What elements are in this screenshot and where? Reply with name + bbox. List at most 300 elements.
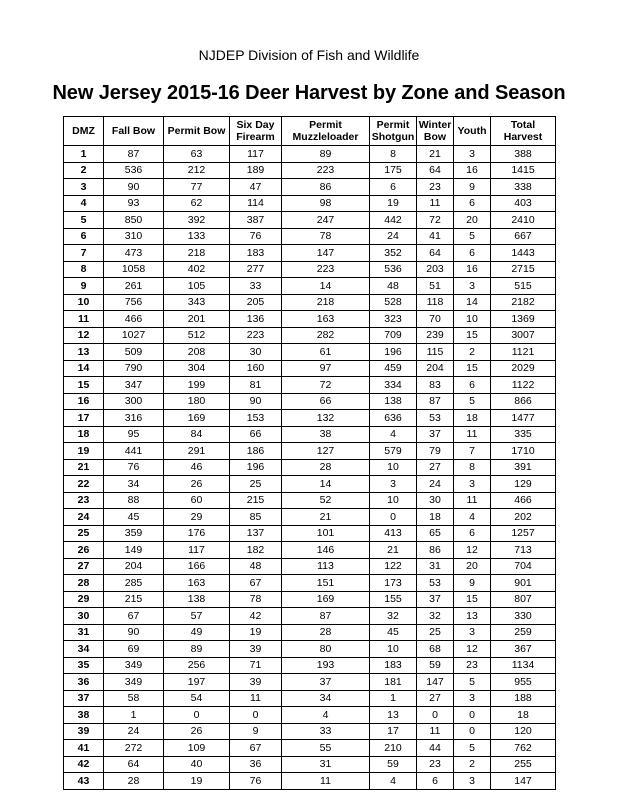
table-cell: 59 — [417, 657, 454, 674]
table-cell: 24 — [104, 723, 164, 740]
dmz-cell: 43 — [64, 773, 104, 790]
table-cell: 5 — [454, 740, 491, 757]
table-cell: 147 — [282, 245, 370, 262]
table-cell: 304 — [164, 360, 230, 377]
table-cell: 72 — [282, 377, 370, 394]
table-cell: 79 — [417, 443, 454, 460]
table-cell: 53 — [417, 575, 454, 592]
table-cell: 323 — [370, 311, 417, 328]
table-row — [64, 624, 556, 641]
table-cell: 17 — [370, 723, 417, 740]
table-cell: 83 — [417, 377, 454, 394]
table-cell: 166 — [164, 558, 230, 575]
table-cell: 1 — [370, 690, 417, 707]
table-cell: 23 — [417, 179, 454, 196]
table-cell: 10 — [370, 641, 417, 658]
table-cell: 70 — [417, 311, 454, 328]
dmz-cell: 14 — [64, 360, 104, 377]
table-cell: 117 — [230, 146, 282, 163]
deer-harvest-table — [63, 116, 556, 790]
table-cell: 41 — [417, 228, 454, 245]
table-cell: 536 — [370, 261, 417, 278]
table-cell: 97 — [282, 360, 370, 377]
table-cell: 10 — [370, 459, 417, 476]
table-cell: 80 — [282, 641, 370, 658]
dmz-cell: 3 — [64, 179, 104, 196]
table-cell: 122 — [370, 558, 417, 575]
table-cell: 77 — [164, 179, 230, 196]
col-header-total-harvest: Total Harvest — [491, 117, 556, 146]
table-cell: 4 — [370, 773, 417, 790]
table-cell: 442 — [370, 212, 417, 229]
table-cell: 81 — [230, 377, 282, 394]
table-cell: 95 — [104, 426, 164, 443]
table-row — [64, 558, 556, 575]
dmz-cell: 9 — [64, 278, 104, 295]
table-cell: 78 — [230, 591, 282, 608]
table-cell: 223 — [230, 327, 282, 344]
table-cell: 6 — [417, 773, 454, 790]
dmz-cell: 38 — [64, 707, 104, 724]
table-cell: 14 — [454, 294, 491, 311]
table-cell: 466 — [104, 311, 164, 328]
table-cell: 223 — [282, 261, 370, 278]
table-cell: 147 — [417, 674, 454, 691]
table-cell: 3 — [454, 278, 491, 295]
table-cell: 84 — [164, 426, 230, 443]
table-cell: 197 — [164, 674, 230, 691]
table-cell: 352 — [370, 245, 417, 262]
table-cell: 19 — [370, 195, 417, 212]
table-cell: 208 — [164, 344, 230, 361]
col-header-dmz: DMZ — [64, 117, 104, 146]
table-cell: 24 — [370, 228, 417, 245]
table-cell: 133 — [164, 228, 230, 245]
table-cell: 40 — [164, 756, 230, 773]
table-cell: 509 — [104, 344, 164, 361]
table-cell: 57 — [164, 608, 230, 625]
table-cell: 76 — [104, 459, 164, 476]
table-cell: 36 — [230, 756, 282, 773]
table-cell: 26 — [164, 723, 230, 740]
table-cell: 367 — [491, 641, 556, 658]
table-row — [64, 195, 556, 212]
table-cell: 101 — [282, 525, 370, 542]
table-cell: 3 — [454, 690, 491, 707]
table-cell: 65 — [417, 525, 454, 542]
dmz-cell: 23 — [64, 492, 104, 509]
table-row — [64, 377, 556, 394]
table-cell: 0 — [454, 707, 491, 724]
table-cell: 49 — [164, 624, 230, 641]
table-cell: 4 — [454, 509, 491, 526]
table-cell: 18 — [454, 410, 491, 427]
table-cell: 9 — [454, 179, 491, 196]
table-cell: 117 — [164, 542, 230, 559]
table-cell: 247 — [282, 212, 370, 229]
dmz-cell: 31 — [64, 624, 104, 641]
table-cell: 39 — [230, 674, 282, 691]
dmz-cell: 30 — [64, 608, 104, 625]
table-cell: 343 — [164, 294, 230, 311]
table-cell: 10 — [454, 311, 491, 328]
table-cell: 901 — [491, 575, 556, 592]
table-cell: 8 — [454, 459, 491, 476]
table-cell: 66 — [230, 426, 282, 443]
table-cell: 359 — [104, 525, 164, 542]
table-cell: 210 — [370, 740, 417, 757]
table-cell: 33 — [282, 723, 370, 740]
table-row — [64, 278, 556, 295]
table-row — [64, 162, 556, 179]
table-cell: 9 — [454, 575, 491, 592]
table-cell: 215 — [230, 492, 282, 509]
dmz-cell: 37 — [64, 690, 104, 707]
table-cell: 182 — [230, 542, 282, 559]
table-cell: 1058 — [104, 261, 164, 278]
table-cell: 1122 — [491, 377, 556, 394]
table-cell: 127 — [282, 443, 370, 460]
table-cell: 21 — [282, 509, 370, 526]
table-row — [64, 393, 556, 410]
table-cell: 15 — [454, 591, 491, 608]
table-cell: 31 — [282, 756, 370, 773]
table-row — [64, 657, 556, 674]
table-cell: 88 — [104, 492, 164, 509]
table-cell: 272 — [104, 740, 164, 757]
table-cell: 114 — [230, 195, 282, 212]
dmz-cell: 39 — [64, 723, 104, 740]
table-cell: 0 — [454, 723, 491, 740]
page-title: New Jersey 2015-16 Deer Harvest by Zone and Season — [52, 82, 566, 104]
table-cell: 20 — [454, 558, 491, 575]
table-row — [64, 294, 556, 311]
table-cell: 239 — [417, 327, 454, 344]
table-cell: 636 — [370, 410, 417, 427]
col-header-six-day-firearm: Six Day Firearm — [230, 117, 282, 146]
table-cell: 63 — [164, 146, 230, 163]
col-header-winter-bow: Winter Bow — [417, 117, 454, 146]
table-cell: 713 — [491, 542, 556, 559]
table-row — [64, 311, 556, 328]
table-cell: 11 — [417, 195, 454, 212]
table-cell: 413 — [370, 525, 417, 542]
table-cell: 1027 — [104, 327, 164, 344]
table-cell: 173 — [370, 575, 417, 592]
table-cell: 23 — [417, 756, 454, 773]
table-cell: 215 — [104, 591, 164, 608]
table-cell: 11 — [454, 492, 491, 509]
table-cell: 37 — [417, 591, 454, 608]
table-cell: 86 — [417, 542, 454, 559]
dmz-cell: 11 — [64, 311, 104, 328]
table-cell: 11 — [417, 723, 454, 740]
table-row — [64, 146, 556, 163]
table-row — [64, 575, 556, 592]
table-cell: 1415 — [491, 162, 556, 179]
table-cell: 16 — [454, 261, 491, 278]
table-cell: 10 — [370, 492, 417, 509]
table-cell: 1443 — [491, 245, 556, 262]
table-cell: 62 — [164, 195, 230, 212]
table-cell: 28 — [104, 773, 164, 790]
table-cell: 0 — [370, 509, 417, 526]
table-cell: 4 — [282, 707, 370, 724]
table-cell: 2 — [454, 756, 491, 773]
table-cell: 67 — [104, 608, 164, 625]
dmz-cell: 42 — [64, 756, 104, 773]
table-cell: 13 — [454, 608, 491, 625]
table-cell: 32 — [417, 608, 454, 625]
table-row — [64, 509, 556, 526]
dmz-cell: 21 — [64, 459, 104, 476]
table-cell: 261 — [104, 278, 164, 295]
table-cell: 3007 — [491, 327, 556, 344]
table-cell: 6 — [454, 525, 491, 542]
dmz-cell: 34 — [64, 641, 104, 658]
table-cell: 44 — [417, 740, 454, 757]
table-row — [64, 245, 556, 262]
col-header-permit-shotgun: Permit Shotgun — [370, 117, 417, 146]
table-cell: 78 — [282, 228, 370, 245]
table-cell: 6 — [454, 195, 491, 212]
table-cell: 69 — [104, 641, 164, 658]
table-cell: 202 — [491, 509, 556, 526]
table-cell: 335 — [491, 426, 556, 443]
table-cell: 76 — [230, 228, 282, 245]
table-cell: 186 — [230, 443, 282, 460]
table-row — [64, 459, 556, 476]
dmz-cell: 41 — [64, 740, 104, 757]
table-cell: 89 — [164, 641, 230, 658]
table-cell: 55 — [282, 740, 370, 757]
table-cell: 53 — [417, 410, 454, 427]
table-row — [64, 476, 556, 493]
table-cell: 6 — [454, 245, 491, 262]
table-cell: 54 — [164, 690, 230, 707]
table-cell: 67 — [230, 575, 282, 592]
agency-header: NJDEP Division of Fish and Wildlife — [198, 47, 420, 63]
table-cell: 6 — [454, 377, 491, 394]
table-cell: 48 — [230, 558, 282, 575]
table-cell: 66 — [282, 393, 370, 410]
table-cell: 37 — [282, 674, 370, 691]
table-row — [64, 740, 556, 757]
table-cell: 90 — [104, 624, 164, 641]
table-cell: 955 — [491, 674, 556, 691]
table-cell: 67 — [230, 740, 282, 757]
dmz-cell: 15 — [64, 377, 104, 394]
table-cell: 14 — [282, 278, 370, 295]
table-cell: 387 — [230, 212, 282, 229]
table-row — [64, 756, 556, 773]
table-cell: 176 — [164, 525, 230, 542]
table-cell: 151 — [282, 575, 370, 592]
table-row — [64, 525, 556, 542]
table-row — [64, 608, 556, 625]
dmz-cell: 22 — [64, 476, 104, 493]
table-cell: 45 — [370, 624, 417, 641]
table-cell: 0 — [417, 707, 454, 724]
table-cell: 146 — [282, 542, 370, 559]
dmz-cell: 27 — [64, 558, 104, 575]
table-row — [64, 542, 556, 559]
table-cell: 402 — [164, 261, 230, 278]
table-row — [64, 443, 556, 460]
dmz-cell: 19 — [64, 443, 104, 460]
dmz-cell: 10 — [64, 294, 104, 311]
table-cell: 115 — [417, 344, 454, 361]
dmz-cell: 36 — [64, 674, 104, 691]
dmz-cell: 35 — [64, 657, 104, 674]
table-cell: 160 — [230, 360, 282, 377]
table-cell: 19 — [230, 624, 282, 641]
table-cell: 0 — [164, 707, 230, 724]
table-cell: 473 — [104, 245, 164, 262]
table-cell: 20 — [454, 212, 491, 229]
dmz-cell: 24 — [64, 509, 104, 526]
table-cell: 11 — [282, 773, 370, 790]
table-cell: 392 — [164, 212, 230, 229]
table-cell: 28 — [282, 459, 370, 476]
dmz-cell: 13 — [64, 344, 104, 361]
table-cell: 7 — [454, 443, 491, 460]
table-cell: 259 — [491, 624, 556, 641]
table-row — [64, 410, 556, 427]
table-cell: 5 — [454, 393, 491, 410]
table-cell: 1369 — [491, 311, 556, 328]
dmz-cell: 26 — [64, 542, 104, 559]
table-cell: 169 — [282, 591, 370, 608]
dmz-cell: 7 — [64, 245, 104, 262]
table-cell: 149 — [104, 542, 164, 559]
table-row — [64, 773, 556, 790]
table-cell: 12 — [454, 542, 491, 559]
table-cell: 1710 — [491, 443, 556, 460]
table-body — [64, 146, 556, 790]
table-cell: 52 — [282, 492, 370, 509]
table-cell: 6 — [370, 179, 417, 196]
table-cell: 138 — [164, 591, 230, 608]
table-cell: 199 — [164, 377, 230, 394]
table-cell: 132 — [282, 410, 370, 427]
table-cell: 175 — [370, 162, 417, 179]
table-row — [64, 228, 556, 245]
table-cell: 316 — [104, 410, 164, 427]
table-cell: 153 — [230, 410, 282, 427]
table-cell: 60 — [164, 492, 230, 509]
table-cell: 256 — [164, 657, 230, 674]
table-cell: 24 — [417, 476, 454, 493]
table-cell: 51 — [417, 278, 454, 295]
table-cell: 136 — [230, 311, 282, 328]
table-cell: 87 — [104, 146, 164, 163]
dmz-cell: 6 — [64, 228, 104, 245]
table-cell: 441 — [104, 443, 164, 460]
table-cell: 25 — [230, 476, 282, 493]
table-cell: 58 — [104, 690, 164, 707]
table-cell: 11 — [454, 426, 491, 443]
table-cell: 26 — [164, 476, 230, 493]
table-cell: 21 — [417, 146, 454, 163]
table-cell: 32 — [370, 608, 417, 625]
table-cell: 2182 — [491, 294, 556, 311]
table-cell: 64 — [417, 162, 454, 179]
table-cell: 196 — [370, 344, 417, 361]
table-cell: 349 — [104, 674, 164, 691]
table-cell: 183 — [370, 657, 417, 674]
table-cell: 223 — [282, 162, 370, 179]
table-cell: 196 — [230, 459, 282, 476]
table-row — [64, 327, 556, 344]
table-row — [64, 212, 556, 229]
table-cell: 14 — [282, 476, 370, 493]
table-cell: 31 — [417, 558, 454, 575]
table-cell: 89 — [282, 146, 370, 163]
table-cell: 218 — [164, 245, 230, 262]
table-cell: 756 — [104, 294, 164, 311]
table-cell: 330 — [491, 608, 556, 625]
dmz-cell: 28 — [64, 575, 104, 592]
table-cell: 347 — [104, 377, 164, 394]
table-row — [64, 360, 556, 377]
table-row — [64, 492, 556, 509]
table-cell: 3 — [454, 146, 491, 163]
dmz-cell: 25 — [64, 525, 104, 542]
table-cell: 1257 — [491, 525, 556, 542]
table-cell: 466 — [491, 492, 556, 509]
table-cell: 512 — [164, 327, 230, 344]
table-cell: 105 — [164, 278, 230, 295]
table-cell: 21 — [370, 542, 417, 559]
table-cell: 90 — [230, 393, 282, 410]
table-cell: 76 — [230, 773, 282, 790]
table-cell: 16 — [454, 162, 491, 179]
table-cell: 129 — [491, 476, 556, 493]
table-cell: 515 — [491, 278, 556, 295]
table-cell: 98 — [282, 195, 370, 212]
table-row — [64, 179, 556, 196]
table-cell: 64 — [104, 756, 164, 773]
table-row — [64, 707, 556, 724]
table-cell: 1121 — [491, 344, 556, 361]
table-cell: 46 — [164, 459, 230, 476]
table-cell: 181 — [370, 674, 417, 691]
table-row — [64, 674, 556, 691]
table-cell: 218 — [282, 294, 370, 311]
table-cell: 34 — [104, 476, 164, 493]
table-cell: 204 — [417, 360, 454, 377]
table-cell: 4 — [370, 426, 417, 443]
table-row — [64, 723, 556, 740]
table-cell: 87 — [417, 393, 454, 410]
table-cell: 59 — [370, 756, 417, 773]
col-header-permit-muzzleloader: Permit Muzzleloader — [282, 117, 370, 146]
table-cell: 391 — [491, 459, 556, 476]
table-cell: 704 — [491, 558, 556, 575]
table-cell: 147 — [491, 773, 556, 790]
table-cell: 30 — [230, 344, 282, 361]
table-cell: 2715 — [491, 261, 556, 278]
dmz-cell: 4 — [64, 195, 104, 212]
table-cell: 27 — [417, 690, 454, 707]
table-cell: 807 — [491, 591, 556, 608]
table-row — [64, 641, 556, 658]
table-cell: 300 — [104, 393, 164, 410]
col-header-permit-bow: Permit Bow — [164, 117, 230, 146]
table-cell: 23 — [454, 657, 491, 674]
table-cell: 137 — [230, 525, 282, 542]
